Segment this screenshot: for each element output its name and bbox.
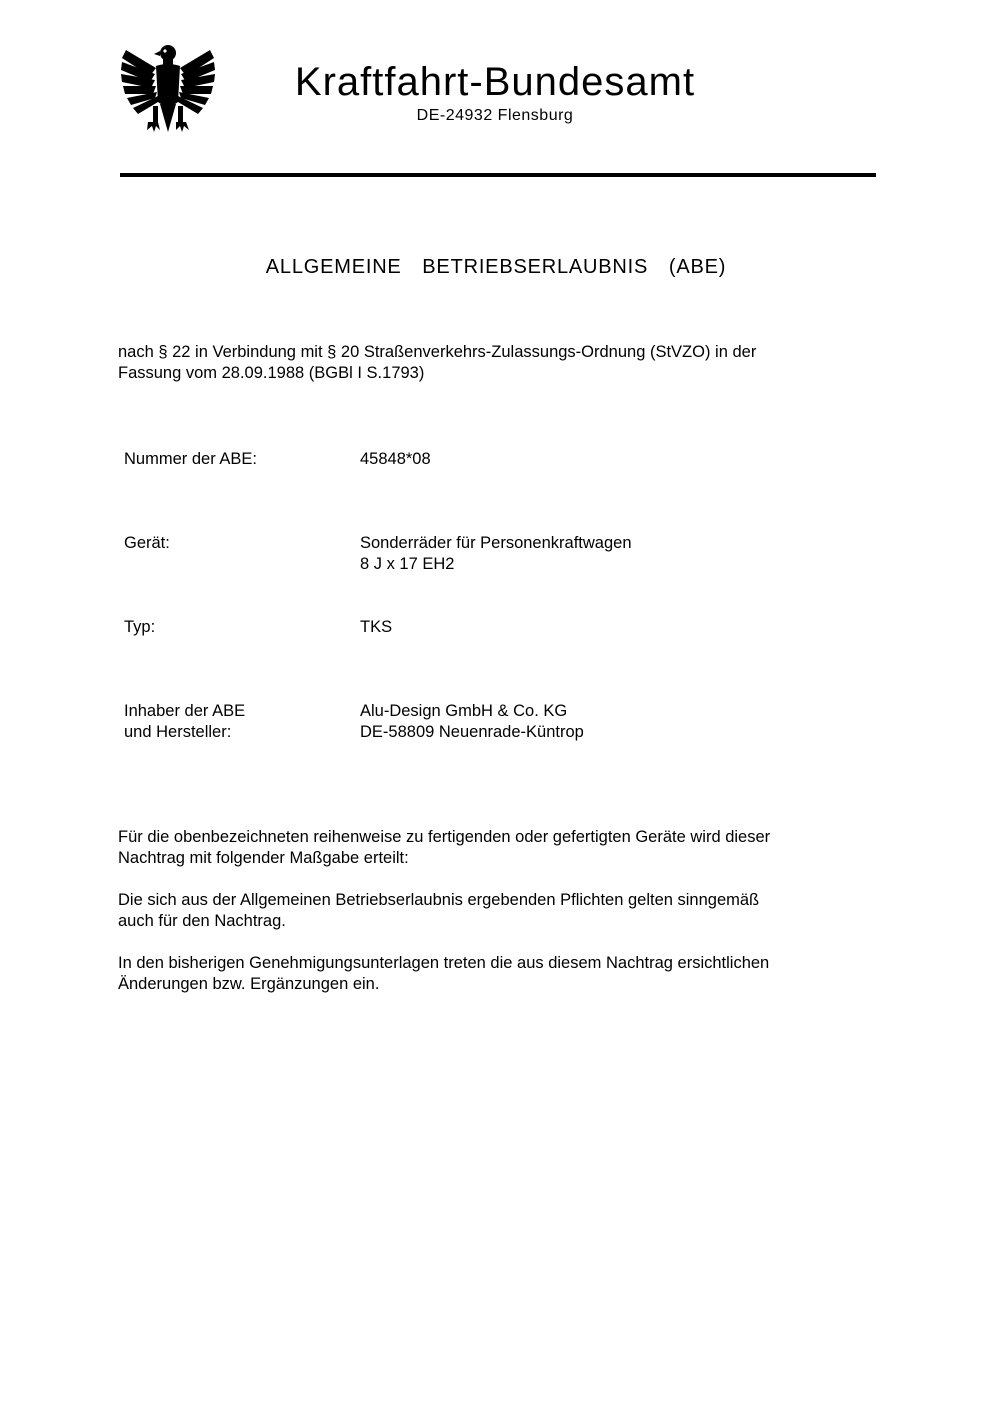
abe-number-label: Nummer der ABE: xyxy=(124,450,257,468)
body-paragraph-3 xyxy=(118,953,878,995)
holder-value-line2: DE-58809 Neuenrade-Küntrop xyxy=(360,723,584,741)
paragraph-line: Die sich aus der Allgemeinen Betriebserlaubnis ergebenden Pflichten gelten sinngemäß xyxy=(118,891,760,909)
paragraph-line: Für die obenbezeichneten reihenweise zu fertigenden oder gefertigten Geräte wird dieser xyxy=(118,828,771,846)
legal-basis-line: Fassung vom 28.09.1988 (BGBl I S.1793) xyxy=(118,364,425,382)
type-value: TKS xyxy=(360,618,393,636)
holder-value-line1: Alu-Design GmbH & Co. KG xyxy=(360,702,568,720)
paragraph-line: auch für den Nachtrag. xyxy=(118,912,286,930)
legal-basis-line: nach § 22 in Verbindung mit § 20 Straßenverkehrs-Zulassungs-Ordnung (StVZO) in der xyxy=(118,343,757,361)
device-label: Gerät: xyxy=(124,534,170,552)
agency-name: Kraftfahrt-Bundesamt xyxy=(294,60,696,104)
type-label: Typ: xyxy=(124,618,156,636)
body-paragraph-1 xyxy=(118,827,878,869)
holder-label-line2: und Hersteller: xyxy=(124,723,232,741)
body-paragraph-2 xyxy=(118,890,878,932)
holder-label-line1: Inhaber der ABE xyxy=(124,702,246,720)
legal-basis xyxy=(118,342,878,384)
federal-eagle-icon xyxy=(120,40,216,140)
device-value-line1: Sonderräder für Personenkraftwagen xyxy=(360,534,632,552)
agency-address: DE-24932 Flensburg xyxy=(416,107,574,124)
document-title: ALLGEMEINE BETRIEBSERLAUBNIS (ABE) xyxy=(265,256,727,278)
header-divider xyxy=(120,173,876,177)
paragraph-line: Nachtrag mit folgender Maßgabe erteilt: xyxy=(118,849,409,867)
paragraph-line: Änderungen bzw. Ergänzungen ein. xyxy=(118,975,380,993)
paragraph-line: In den bisherigen Genehmigungsunterlagen treten die aus diesem Nachtrag ersichtlichen xyxy=(118,954,770,972)
device-value-line2: 8 J x 17 EH2 xyxy=(360,555,455,573)
abe-number-value: 45848*08 xyxy=(360,450,431,468)
